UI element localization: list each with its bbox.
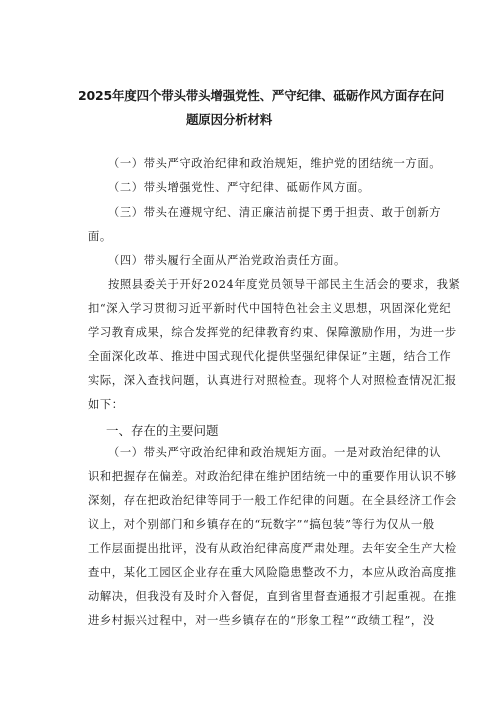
body-line: 面。	[88, 230, 112, 243]
document-title-line-1: 2025年度四个带头带头增强党性、严守纪律、砥砺作风方面存在问	[78, 88, 445, 103]
body-line: （一）带头严守政治纪律和政治规矩方面。一是对政治纪律的认	[108, 446, 442, 459]
body-line: （二）带头增强党性、严守纪律、砥砺作风方面。	[108, 181, 370, 194]
body-line: 深刻，存在把政治纪律等同于一般工作纪律的问题。在全县经济工作会	[88, 494, 457, 507]
body-line: （三）带头在遵规守纪、清正廉洁前提下勇于担责、敢于创新方	[108, 206, 442, 219]
body-line: 如下：	[88, 398, 124, 411]
body-line: 查中，某化工园区企业存在重大风险隐患整改不力，本应从政治高度推	[88, 566, 457, 579]
body-line: 工作层面提出批评，没有从政治纪律高度严肃处理。去年安全生产大检	[88, 542, 457, 555]
body-line: 议上，对个别部门和乡镇存在的“玩数字”“搞包装”等行为仅从一般	[88, 518, 435, 531]
document-title-line-2: 题原因分析材料	[186, 112, 273, 127]
body-line: 动解决，但我没有及时介入督促，直到省里督查通报才引起重视。在推	[88, 590, 457, 603]
body-line: 识和把握存在偏差。对政治纪律在维护团结统一中的重要作用认识不够	[88, 470, 457, 483]
body-line: （一）带头严守政治纪律和政治规矩，维护党的团结统一方面。	[108, 157, 442, 170]
body-line: 学习教育成果，综合发挥党的纪律教育约束、保障激励作用，为进一步	[88, 326, 457, 339]
body-line: 进乡村振兴过程中，对一些乡镇存在的“形象工程”“政绩工程”，没	[88, 614, 435, 627]
body-line: 按照县委关于开好2024年度党员领导干部民主生活会的要求，我紧	[108, 278, 461, 291]
body-line: 实际，深入查找问题，认真进行对照检查。现将个人对照检查情况汇报	[88, 374, 457, 387]
body-line: 全面深化改革、推进中国式现代化提供坚强纪律保证”主题，结合工作	[88, 350, 452, 363]
body-line: 扣“深入学习贯彻习近平新时代中国特色社会主义思想，巩固深化党纪	[88, 302, 452, 315]
body-line: （四）带头履行全面从严治党政治责任方面。	[108, 254, 346, 267]
section-heading: 一、存在的主要问题	[106, 423, 219, 438]
